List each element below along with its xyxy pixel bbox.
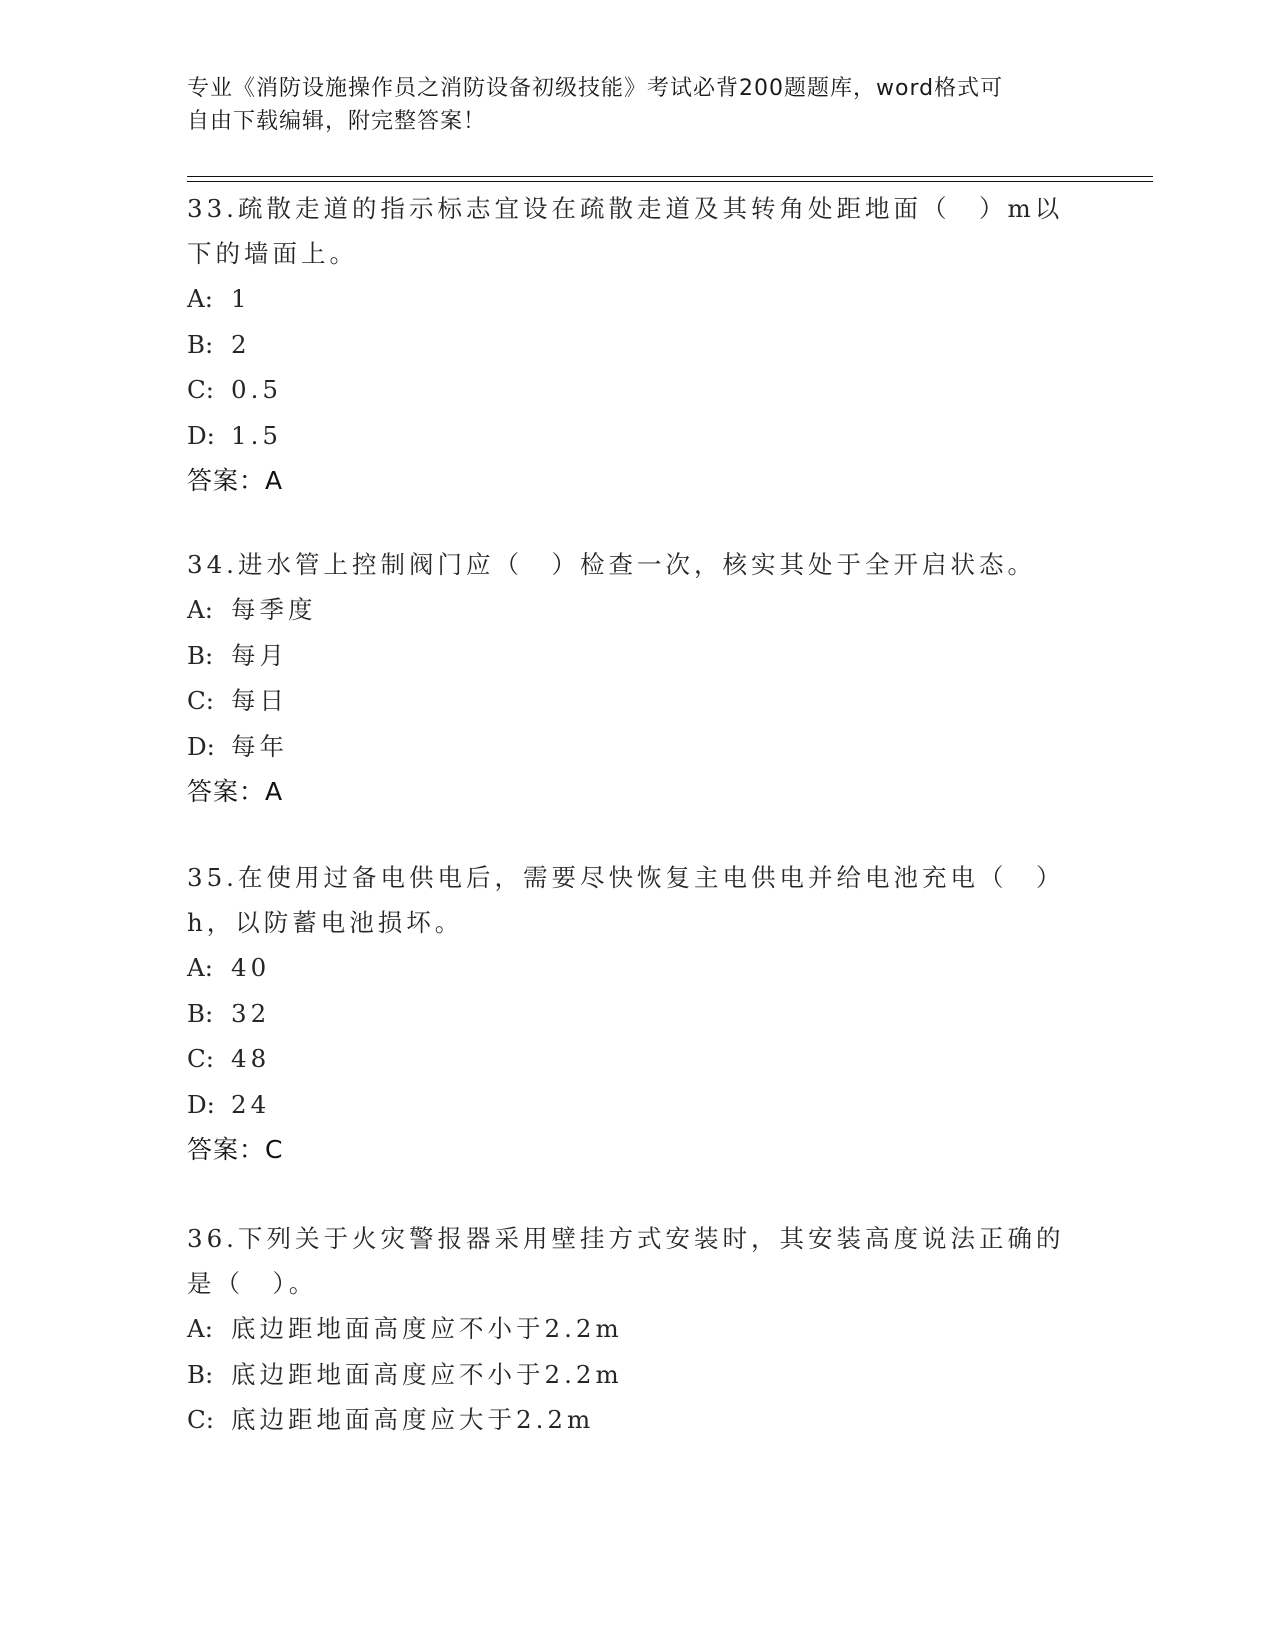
option-key: C: [187,686,215,715]
option-text: 底边距地面高度应不小于2.2m [231,1359,623,1389]
question-34 [187,542,1067,814]
document-header [187,72,1087,138]
option-text: 48 [231,1044,271,1073]
option-text: 24 [231,1089,271,1119]
option-d [187,1082,1067,1128]
option-text: 每年 [231,731,288,761]
header-rule-bottom [187,181,1153,182]
option-key: B: [187,329,214,359]
question-stem-line-1: 33.疏散走道的指示标志宜设在疏散走道及其转角处距地面（ ）m以 [187,194,1064,223]
option-text: 1.5 [231,420,282,450]
option-text: 32 [231,998,271,1028]
question-33 [187,186,1067,503]
question-stem-line-2: h，以防蓄电池损坏。 [187,908,464,937]
option-key: C: [187,375,215,404]
option-c [187,367,1067,413]
header-line-1: 专业《消防设施操作员之消防设备初级技能》考试必背200题题库，word格式可 [187,76,1004,101]
question-36 [187,1216,1067,1443]
header-rule-top [187,176,1153,177]
option-b [187,633,1067,679]
answer: 答案：A [187,466,284,495]
option-key: D: [187,1089,215,1119]
question-stem-line-2: 是（ ）。 [187,1269,318,1298]
option-key: D: [187,731,215,761]
question-stem-line-1: 35.在使用过备电供电后，需要尽快恢复主电供电并给电池充电（ ） [187,863,1065,892]
option-key: A: [187,953,213,982]
option-key: B: [187,998,214,1028]
option-c [187,678,1067,724]
option-text: 0.5 [231,375,282,404]
option-a [187,945,1067,991]
question-35 [187,855,1067,1172]
answer: 答案：A [187,777,284,806]
option-key: A: [187,284,213,313]
question-stem-line-2: 下的墙面上。 [187,239,358,268]
question-stem-line-1: 36.下列关于火灾警报器采用壁挂方式安装时，其安装高度说法正确的 [187,1224,1065,1253]
option-text: 2 [231,329,251,359]
answer: 答案：C [187,1135,284,1164]
option-text: 1 [231,284,251,313]
option-b [187,991,1067,1037]
option-text: 底边距地面高度应大于2.2m [231,1405,595,1434]
option-d [187,724,1067,770]
option-b [187,322,1067,368]
option-key: A: [187,595,213,624]
option-text: 底边距地面高度应不小于2.2m [231,1314,623,1343]
option-key: C: [187,1405,215,1434]
option-c [187,1036,1067,1082]
question-stem-line-1: 34.进水管上控制阀门应（ ）检查一次，核实其处于全开启状态。 [187,550,1036,579]
header-line-2: 自由下载编辑，附完整答案！ [187,109,487,134]
option-text: 40 [231,953,271,982]
option-a [187,276,1067,322]
option-a [187,587,1067,633]
option-key: D: [187,420,215,450]
option-text: 每日 [231,686,288,715]
option-key: B: [187,1359,214,1389]
option-b [187,1352,1067,1398]
option-text: 每季度 [231,595,317,624]
option-key: C: [187,1044,215,1073]
option-key: B: [187,640,214,670]
option-key: A: [187,1314,213,1343]
option-d [187,413,1067,459]
option-c [187,1397,1067,1443]
option-text: 每月 [231,640,288,670]
option-a [187,1306,1067,1352]
